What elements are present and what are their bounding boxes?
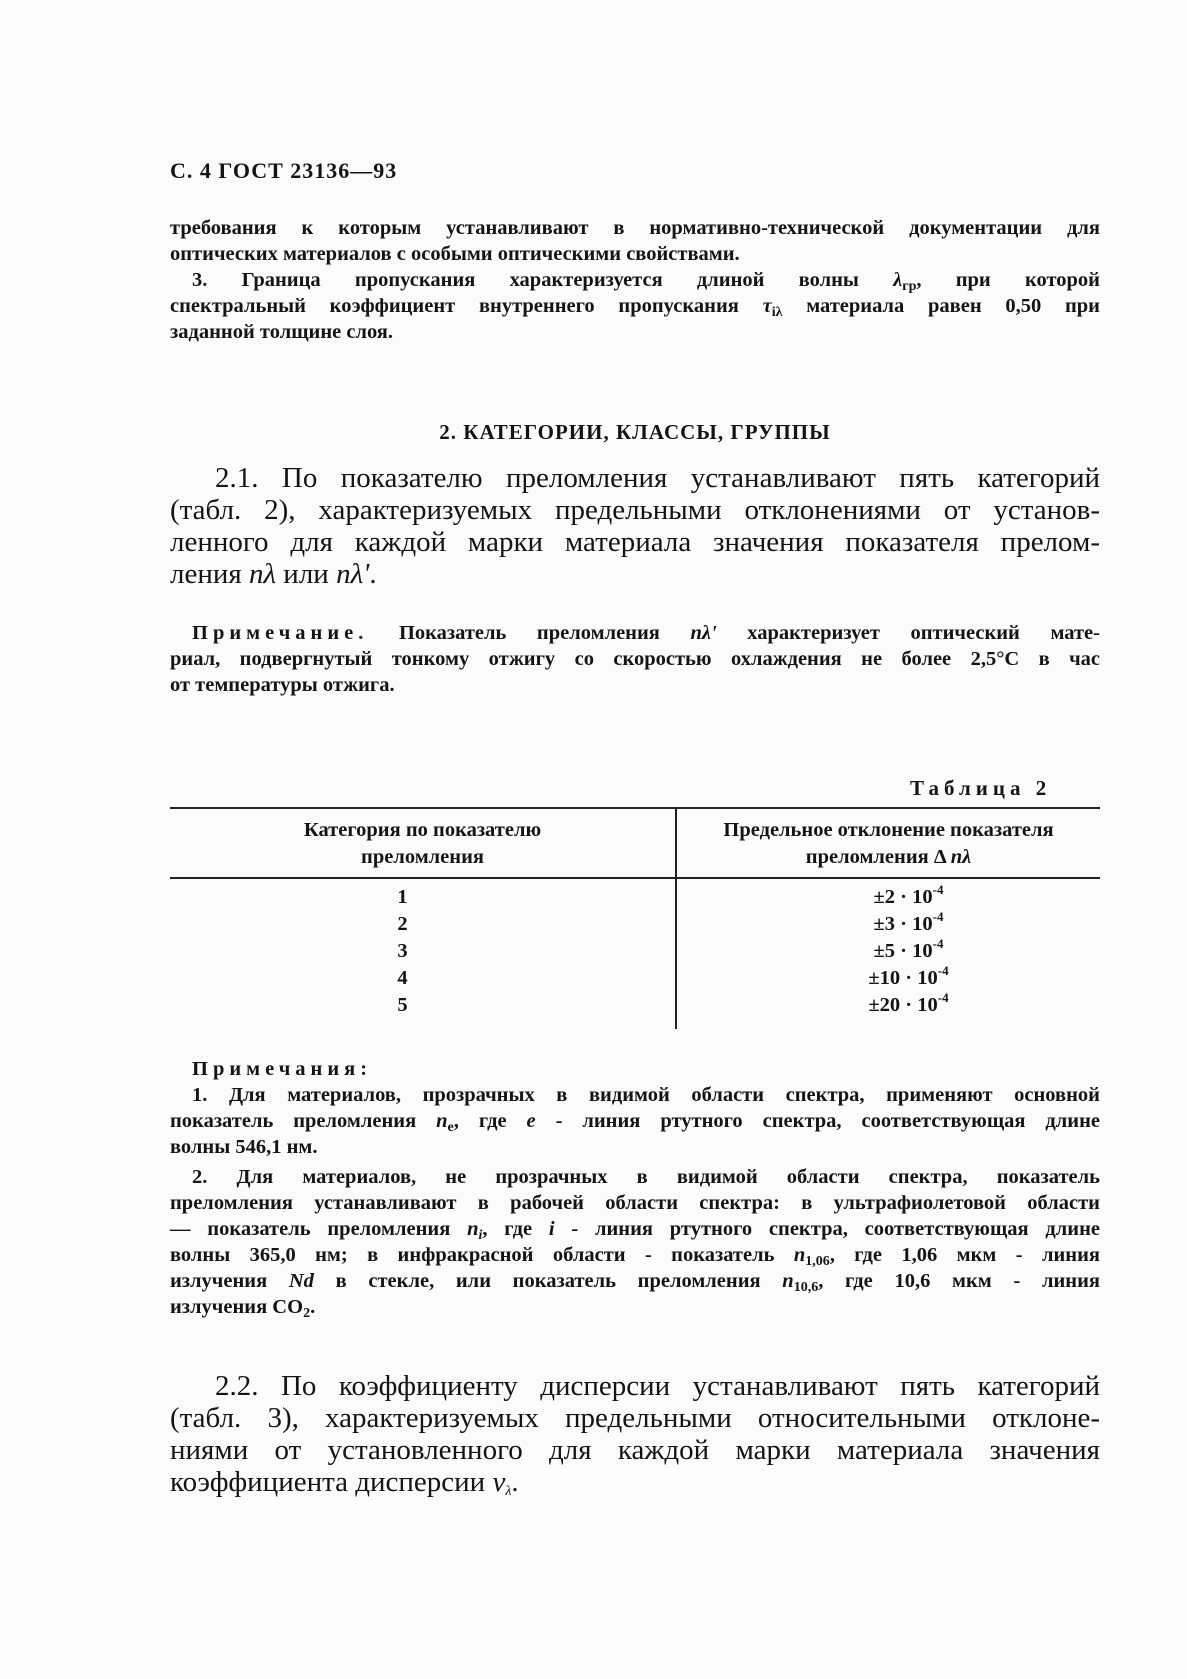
paragraph-2-1 <box>170 462 1100 590</box>
note1-line: риал, подвергнутый тонкому отжигу со скоростью охлаждения не более 2,5°С в час <box>170 648 1100 670</box>
header-text <box>699 817 1079 871</box>
p22-line: (табл. 3), характеризуемых предельными относительными отклоне- <box>170 1402 1100 1434</box>
note-label: Примечание. <box>192 622 369 644</box>
notes-line <box>170 1294 1100 1320</box>
deviation-cell <box>676 938 1100 965</box>
text-run: . <box>369 558 377 590</box>
paragraph-2-2 <box>170 1370 1100 1498</box>
n-symbol: n <box>467 1218 479 1240</box>
i-symbol: i <box>548 1218 555 1240</box>
table-header-row <box>170 808 1100 878</box>
notes-line: 2. Для материалов, не прозрачных в видимой области спектра, показатель <box>192 1166 1100 1188</box>
note1-line <box>170 620 1100 646</box>
notes-line <box>170 1268 1100 1294</box>
p22-line: 2.2. По коэффициенту дисперсии устанавливают пять категорий <box>215 1370 1100 1402</box>
table-row <box>170 965 1100 992</box>
category-cell: 3 <box>170 938 676 965</box>
deviation-cell <box>676 911 1100 938</box>
intro-text <box>170 215 1100 345</box>
subscript: 10,6 <box>793 1280 819 1295</box>
table-row <box>170 992 1100 1029</box>
text-run: в стекле, или показатель преломления <box>313 1270 783 1292</box>
notes-line <box>170 1216 1100 1242</box>
text-run: ±10 · 10 <box>868 967 938 989</box>
text-run: — показатель преломления <box>170 1218 468 1240</box>
subscript: iλ <box>771 305 783 320</box>
nu-symbol: ν <box>492 1466 506 1498</box>
category-cell: 1 <box>170 878 676 911</box>
i-subscript: i <box>478 1228 483 1243</box>
note-1 <box>170 620 1100 698</box>
text-run: ления <box>170 558 249 590</box>
notes-line: волны 546,1 нм. <box>170 1136 318 1158</box>
n-lambda-symbol: nλ <box>248 558 277 590</box>
text-run: или <box>276 558 337 590</box>
p22-line: ниями от установленного для каждой марки материала значения <box>170 1434 1100 1466</box>
section-title: 2. КАТЕГОРИИ, КЛАССЫ, ГРУППЫ <box>439 420 831 444</box>
notes-line <box>170 1108 1100 1134</box>
notes-line <box>170 1242 1100 1268</box>
text-run: излучения <box>170 1270 289 1292</box>
tau-symbol: τ <box>762 295 772 317</box>
text-run: . <box>310 1296 316 1318</box>
text-run: излучения CO <box>170 1296 304 1318</box>
text-run: , где <box>482 1218 549 1240</box>
lambda-symbol: λ <box>893 269 903 291</box>
text-run: Показатель преломления <box>368 622 691 644</box>
text-run: ±3 · 10 <box>873 913 933 935</box>
exponent: -4 <box>937 963 949 978</box>
p21-line: (табл. 2), характеризуемых предельными отклонениями от установ- <box>170 494 1100 526</box>
intro-line: оптических материалов с особыми оптическими свойствами. <box>170 243 740 265</box>
text-run: спектральный коэффициент внутреннего пропускания <box>170 295 763 317</box>
text-run: ±5 · 10 <box>873 940 933 962</box>
text-run: волны 365,0 нм; в инфракрасной области - показатель <box>170 1244 794 1266</box>
header-text: Категория по показателю преломления <box>303 819 542 868</box>
column-header-deviation <box>676 808 1100 878</box>
p21-line: 2.1. По показателю преломления устанавливают пять категорий <box>215 462 1100 494</box>
table-2 <box>170 807 1100 1029</box>
p21-line: ленного для каждой марки материала значения показателя прелом- <box>170 526 1100 558</box>
deviation-cell <box>676 965 1100 992</box>
lambda-subscript: λ <box>505 1484 512 1499</box>
text-run: Предельное отклонение показателя преломления Δ <box>723 819 1054 868</box>
subscript: e <box>447 1120 454 1135</box>
table-label: Таблица 2 <box>910 776 1052 800</box>
text-run: - линия ртутного спектра, соответствующая длине <box>535 1110 1101 1132</box>
text-run: - линия ртутного спектра, соответствующая длине <box>554 1218 1100 1240</box>
deviation-cell <box>676 878 1100 911</box>
intro-line <box>170 293 1100 319</box>
category-cell: 5 <box>170 992 676 1029</box>
text-run: , где 10,6 мкм - линия <box>818 1270 1100 1292</box>
p22-line <box>170 1466 1100 1498</box>
n-symbol: n <box>782 1270 794 1292</box>
exponent: -4 <box>932 882 944 897</box>
n-lambda-prime-symbol: nλ' <box>336 558 370 590</box>
text-run: , где 1,06 мкм - линия <box>829 1244 1101 1266</box>
intro-item-3 <box>170 267 1100 293</box>
subscript: 2 <box>303 1306 311 1321</box>
exponent: -4 <box>932 936 944 951</box>
notes-line: 1. Для материалов, прозрачных в видимой области спектра, применяют основной <box>192 1084 1100 1106</box>
category-cell: 4 <box>170 965 676 992</box>
notes-2 <box>170 1056 1100 1320</box>
deviation-cell <box>676 992 1100 1029</box>
text-run: 3. Граница пропускания характеризуется длиной волны <box>192 269 894 291</box>
text-run: , где <box>453 1110 527 1132</box>
text-run: , при которой <box>916 269 1100 291</box>
n-lambda-prime-symbol: nλ' <box>690 622 717 644</box>
text-run: коэффициента дисперсии <box>170 1466 493 1498</box>
text-run: материала равен 0,50 при <box>782 295 1100 317</box>
p21-line <box>170 558 1100 590</box>
text-run: . <box>511 1466 519 1498</box>
table-row <box>170 938 1100 965</box>
table-row <box>170 911 1100 938</box>
text-run: показатель преломления <box>170 1110 437 1132</box>
exponent: -4 <box>937 990 949 1005</box>
intro-line: заданной толщине слоя. <box>170 321 394 343</box>
text-run: характеризует оптический мате- <box>716 622 1100 644</box>
nd-symbol: Nd <box>288 1270 314 1292</box>
n-symbol: n <box>436 1110 448 1132</box>
n-symbol: n <box>793 1244 806 1266</box>
intro-line: требования к которым устанавливают в нормативно-технической документации для <box>170 217 1100 239</box>
table-row <box>170 878 1100 911</box>
notes-label: Примечания: <box>192 1058 373 1080</box>
category-cell: 2 <box>170 911 676 938</box>
column-header-category <box>170 808 676 878</box>
exponent: -4 <box>932 909 944 924</box>
text-run: ±20 · 10 <box>868 994 938 1016</box>
page-header: С. 4 ГОСТ 23136—93 <box>170 158 398 183</box>
subscript: гр <box>902 279 917 294</box>
e-symbol: e <box>526 1110 536 1132</box>
n-lambda-symbol: nλ <box>950 846 972 868</box>
text-run: ±2 · 10 <box>873 886 933 908</box>
notes-line: преломления устанавливают в рабочей области спектра: в ультрафиолетовой области <box>170 1192 1100 1214</box>
note1-line: от температуры отжига. <box>170 674 395 696</box>
subscript: 1,06 <box>805 1254 830 1269</box>
